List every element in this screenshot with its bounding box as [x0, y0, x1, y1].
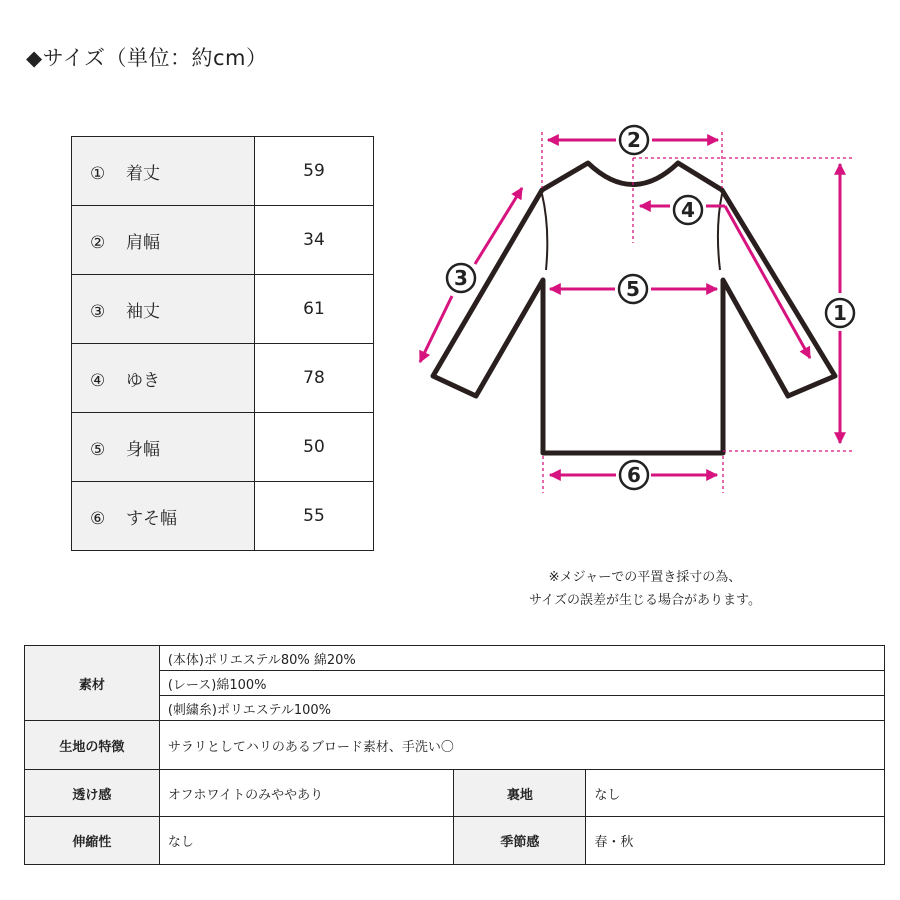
measurement-note-line1: ※メジャーでの平置き採寸の為、: [548, 570, 742, 585]
size-label: 身幅: [126, 439, 160, 460]
spec-fabric-value: サラリとしてハリのあるブロード素材、手洗い〇: [159, 721, 884, 770]
size-row: [72, 344, 374, 413]
spec-season-value: 春・秋: [586, 817, 885, 865]
spec-material-line: (刺繍糸)ポリエステル100%: [159, 696, 884, 721]
size-row: [72, 206, 374, 275]
measurement-guides: [542, 132, 855, 493]
spec-sheer-label: 透け感: [25, 770, 160, 817]
shirt-outline: [433, 163, 835, 453]
marker-1: [826, 299, 854, 327]
size-label-cell: [72, 275, 255, 344]
marker-4: [674, 196, 702, 224]
spec-season-label: 季節感: [454, 817, 586, 865]
spec-stretch-value: なし: [159, 817, 454, 865]
spec-fabric-label: 生地の特徴: [25, 721, 160, 770]
marker-5: [619, 275, 647, 303]
size-row: [72, 275, 374, 344]
size-number: ①: [90, 163, 106, 184]
size-value: 61: [255, 275, 374, 344]
measurement-note-line2: サイズの誤差が生じる場合があります。: [529, 593, 761, 608]
size-label-cell: [72, 482, 255, 551]
size-label: すそ幅: [126, 508, 177, 529]
size-row: [72, 413, 374, 482]
spec-table: [24, 645, 885, 865]
svg-text:2: 2: [627, 128, 641, 152]
size-value: 50: [255, 413, 374, 482]
garment-measurement-diagram: [400, 118, 870, 498]
size-number: ⑥: [90, 508, 106, 529]
svg-text:5: 5: [626, 277, 640, 301]
spec-stretch-label: 伸縮性: [25, 817, 160, 865]
measurement-arrows: [420, 140, 840, 475]
size-number: ③: [90, 301, 106, 322]
svg-text:4: 4: [681, 198, 695, 222]
size-label: 着丈: [126, 163, 160, 184]
marker-2: [620, 126, 648, 154]
size-number: ④: [90, 370, 106, 391]
size-label-cell: [72, 344, 255, 413]
spec-lining-value: なし: [586, 770, 885, 817]
size-value: 34: [255, 206, 374, 275]
size-number: ⑤: [90, 439, 106, 460]
spec-material-line: (レース)綿100%: [159, 671, 884, 696]
size-label: 袖丈: [126, 301, 160, 322]
svg-text:3: 3: [454, 266, 468, 290]
spec-material-line: (本体)ポリエステル80% 綿20%: [159, 646, 884, 671]
size-value: 78: [255, 344, 374, 413]
svg-text:1: 1: [833, 301, 847, 325]
size-table: [71, 136, 374, 551]
spec-lining-label: 裏地: [454, 770, 586, 817]
size-number: ②: [90, 232, 106, 253]
size-value: 55: [255, 482, 374, 551]
svg-text:6: 6: [627, 463, 641, 487]
size-row: [72, 137, 374, 206]
spec-material-label: 素材: [25, 646, 160, 721]
size-label: ゆき: [126, 370, 160, 391]
marker-6: [620, 461, 648, 489]
size-row: [72, 482, 374, 551]
spec-sheer-value: オフホワイトのみややあり: [159, 770, 454, 817]
size-value: 59: [255, 137, 374, 206]
marker-3: [447, 264, 475, 292]
page-title: ◆サイズ（単位：約cm）: [26, 46, 268, 70]
size-label-cell: [72, 413, 255, 482]
size-label: 肩幅: [126, 232, 160, 253]
size-label-cell: [72, 137, 255, 206]
size-label-cell: [72, 206, 255, 275]
